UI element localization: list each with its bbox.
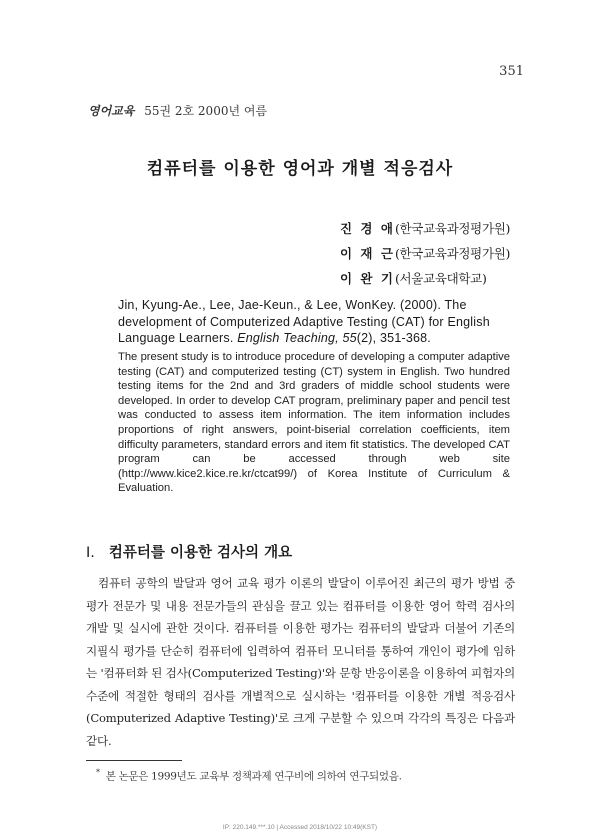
citation-authors-title: Jin, Kyung-Ae., Lee, Jae-Keun., & Lee, WonKey. (2000). The development of Computerized Adaptive Testing (CAT) for English Language Learners. (118, 298, 490, 345)
author-name: 이 재 근 (340, 246, 395, 261)
citation-issue-pages: (2), 351-368. (356, 331, 431, 345)
body-text (86, 572, 515, 752)
author-affiliation: (서울교육대학교) (394, 271, 487, 286)
footnote (96, 768, 402, 784)
section-title: 컴퓨터를 이용한 검사의 개요 (108, 545, 293, 561)
footnote-text: 본 논문은 1999년도 교육부 정책과제 연구비에 의하여 연구되었음. (105, 770, 402, 783)
journal-name: 영어교육 (88, 104, 135, 118)
journal-volume-issue: 55권 2호 2000년 여름 (144, 104, 268, 118)
author-entry (340, 266, 510, 291)
citation-journal: English Teaching, 55 (237, 331, 357, 345)
author-entry (340, 241, 510, 266)
citation (118, 297, 510, 347)
journal-reference (88, 102, 267, 119)
footnote-mark: * (96, 768, 100, 777)
author-list (340, 216, 510, 291)
author-name: 이 완 기 (340, 271, 395, 286)
footnote-divider (86, 760, 182, 761)
paper-title: 컴퓨터를 이용한 영어과 개별 적응검사 (146, 159, 454, 179)
body-paragraph: 컴퓨터 공학의 발달과 영어 교육 평가 이론의 발달이 이루어진 최근의 평가 방법 중 평가 전문가 및 내용 전문가들의 관심을 끌고 있는 컴퓨터를 이용한 영어 학력 검사의 개발 및 실시에 관한 것이다. 컴퓨터를 이용한 평가는 컴퓨터의 발달과 더불어 기존의 지필식 평가를 단순히 컴퓨터에 입력하여 컴퓨터 모니터를 통하여 개인이 평가에 임하는 '컴퓨터화 된 검사(Computerized Testing)'와 문항 반응이론을 이용하여 피험자의 수준에 적절한 형태의 검사를 개별적으로 실시하는 '컴퓨터를 이용한 개별 적응검사(Computerized Adaptive Testing)'로 크게 구분할 수 있으며 각각의 특징은 다음과 같다. (86, 576, 515, 748)
abstract: The present study is to introduce procedure of developing a computer adaptive testing (CAT) and computerized testing (CT) system in English. Two hundred testing items for the 2nd and 3rd graders of middle school students were developed. In order to develop CAT program, preliminary paper and pencil test was conducted to assess item information. The item information includes proportions of right answers, point-biserial correlation coefficients, item difficulty parameters, standard errors and item fit statistics. The developed CAT program can be accessed through web site (http://www.kice2.kice.re.kr/ctcat99/) of Korea Institute of Curriculum & Evaluation. (118, 351, 510, 495)
section-heading (86, 541, 292, 562)
page-number: 351 (499, 64, 524, 79)
access-footer: IP: 220.149.***.10 | Accessed 2018/10/22 10:49(KST) (222, 824, 378, 831)
author-entry (340, 216, 510, 241)
author-affiliation: (한국교육과정평가원) (394, 221, 511, 236)
author-name: 진 경 애 (340, 221, 395, 236)
section-number: I. (86, 545, 95, 561)
author-affiliation: (한국교육과정평가원) (394, 246, 511, 261)
